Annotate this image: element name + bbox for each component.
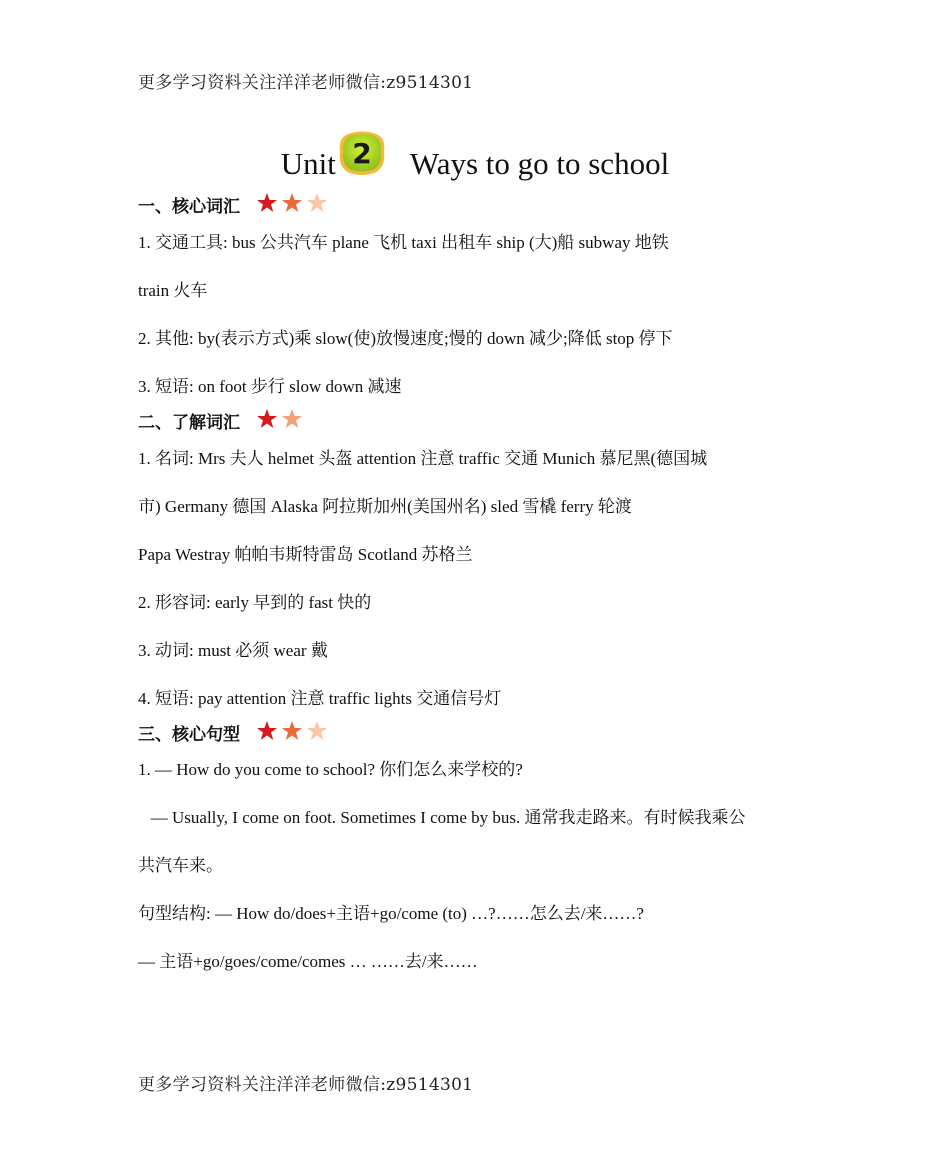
section-heading-core-sentences [138,720,328,747]
star-icon [282,193,302,212]
star-rating-2 [256,408,304,435]
text-line: 2. 其他: by(表示方式)乘 slow(使)放慢速度;慢的 down 减少;降低 stop 停下 [138,329,673,348]
text-line: — Usually, I come on foot. Sometimes I come by bus. 通常我走路来。有时候我乘公 [138,808,746,827]
star-rating-3 [256,720,328,747]
star-icon [257,409,277,428]
text-line: 1. 名词: Mrs 夫人 helmet 头盔 attention 注意 traffic 交通 Munich 慕尼黑(德国城 [138,449,708,468]
text-line: 市) Germany 德国 Alaska 阿拉斯加州(美国州名) sled 雪橇 ferry 轮渡 [138,497,632,516]
section-heading-core-vocabulary [138,192,328,219]
star-icon [307,721,327,740]
section-heading-extra-vocabulary [138,408,304,435]
star-rating-3 [256,192,328,219]
title-topic: Ways to go to school [409,146,670,181]
star-icon [257,721,277,740]
star-icon [282,721,302,740]
star-icon [282,409,302,428]
page-title [0,130,950,182]
text-line: 3. 短语: on foot 步行 slow down 减速 [138,377,402,396]
text-line: 句型结构: — How do/does+主语+go/come (to) …?……怎么去/来……? [138,904,644,923]
title-unit-word: Unit [280,146,336,181]
text-line: 2. 形容词: early 早到的 fast 快的 [138,593,372,612]
text-line: 1. — How do you come to school? 你们怎么来学校的? [138,760,523,779]
text-line: train 火车 [138,281,208,300]
text-line: Papa Westray 帕帕韦斯特雷岛 Scotland 苏格兰 [138,545,473,564]
text-line: 4. 短语: pay attention 注意 traffic lights 交通信号灯 [138,689,502,708]
footer-note: 更多学习资料关注洋洋老师微信:z9514301 [138,1075,474,1095]
star-icon [307,193,327,212]
section-heading-text: 三、核心句型 [138,725,240,745]
text-line: 3. 动词: must 必须 wear 戴 [138,641,328,660]
section-heading-text: 一、核心词汇 [138,197,240,217]
text-line: — 主语+go/goes/come/comes … ……去/来…… [138,952,478,971]
star-icon [257,193,277,212]
section-heading-text: 二、了解词汇 [138,413,240,433]
text-line: 共汽车来。 [138,856,223,875]
unit-number: 2 [352,137,372,170]
text-line: 1. 交通工具: bus 公共汽车 plane 飞机 taxi 出租车 ship (大)船 subway 地铁 [138,233,669,252]
header-note: 更多学习资料关注洋洋老师微信:z9514301 [138,73,474,93]
unit-number-badge [338,130,386,176]
